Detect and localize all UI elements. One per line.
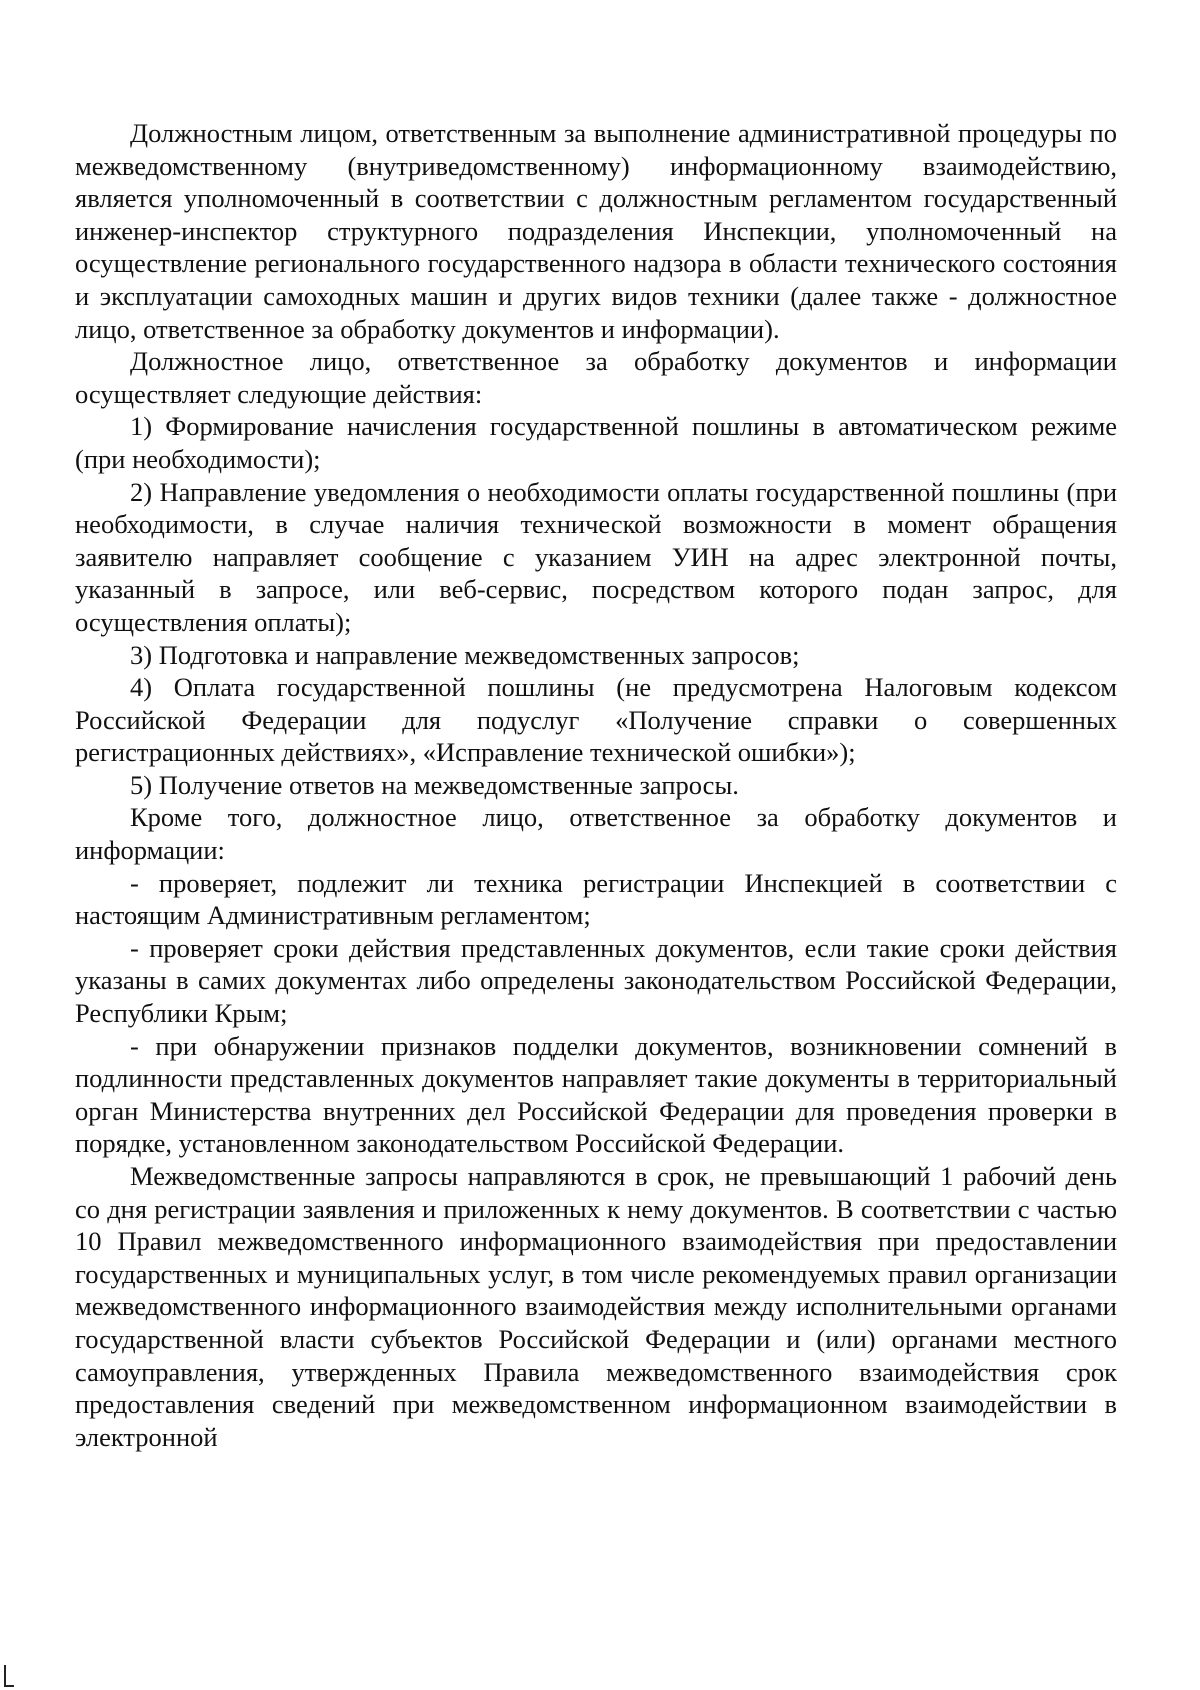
dash-item: - при обнаружении признаков подделки документов, возникновении сомнений в подлинности представленных документов направляет такие документы в территориальный орган Министерства внутренних дел Российской Федерации для проведения проверки в порядке, установленном законодательством Российской Федерации. [75, 1030, 1117, 1159]
list-item: 5) Получение ответов на межведомственные запросы. [130, 769, 739, 800]
list-item: 3) Подготовка и направление межведомственных запросов; [130, 639, 800, 670]
dash-item: - проверяет, подлежит ли техника регистрации Инспекцией в соответствии с настоящим Административным регламентом; [75, 867, 1117, 931]
dash-item: - проверяет сроки действия представленных документов, если такие сроки действия указаны в самих документах либо определены законодательством Российской Федерации, Республики Крым; [75, 932, 1117, 1029]
paragraph-additionally: Кроме того, должностное лицо, ответственное за обработку документов и информации: [75, 802, 1117, 866]
document-page [75, 117, 1117, 1453]
paragraph-interagency-requests: Межведомственные запросы направляются в срок, не превышающий 1 рабочий день со дня регистрации заявления и приложенных к нему документов. В соответствии с частью 10 Правил межведомственного информационного взаимодействия при предоставлении государственных и муниципальных услуг, в том числе рекомендуемых правил организации межведомственного информационного взаимодействия между исполнительными органами государственной власти субъектов Российской Федерации и (или) органами местного самоуправления, утвержденных Правила межведомственного взаимодействия срок предоставления сведений при межведомственном информационном взаимодействии в электронной [75, 1161, 1117, 1452]
list-item: 4) Оплата государственной пошлины (не предусмотрена Налоговым кодексом Российской Федерации для подуслуг «Получение справки о совершенных регистрационных действиях», «Исправление технической ошибки»); [75, 672, 1117, 768]
scan-corner-mark [4, 1665, 14, 1687]
paragraph-responsible-official: Должностным лицом, ответственным за выполнение административной процедуры по межведомственному (внутриведомственному) информационному взаимодействию, является уполномоченный в соответствии с должностным регламентом государственный инженер-инспектор структурного подразделения Инспекции, уполномоченный на осуществление регионального государственного надзора в области технического состояния и эксплуатации самоходных машин и других видов техники (далее также - должностное лицо, ответственное за обработку документов и информации). [75, 118, 1117, 344]
paragraph-actions-intro: Должностное лицо, ответственное за обработку документов и информации осуществляет следующие действия: [75, 346, 1117, 409]
list-item: 2) Направление уведомления о необходимости оплаты государственной пошлины (при необходимости, в случае наличия технической возможности в момент обращения заявителю направляет сообщение с указанием УИН на адрес электронной почты, указанный в запросе, или веб-сервис, посредством которого подан запрос, для осуществления оплаты); [75, 476, 1117, 637]
list-item: 1) Формирование начисления государственной пошлины в автоматическом режиме (при необходимости); [75, 411, 1117, 474]
